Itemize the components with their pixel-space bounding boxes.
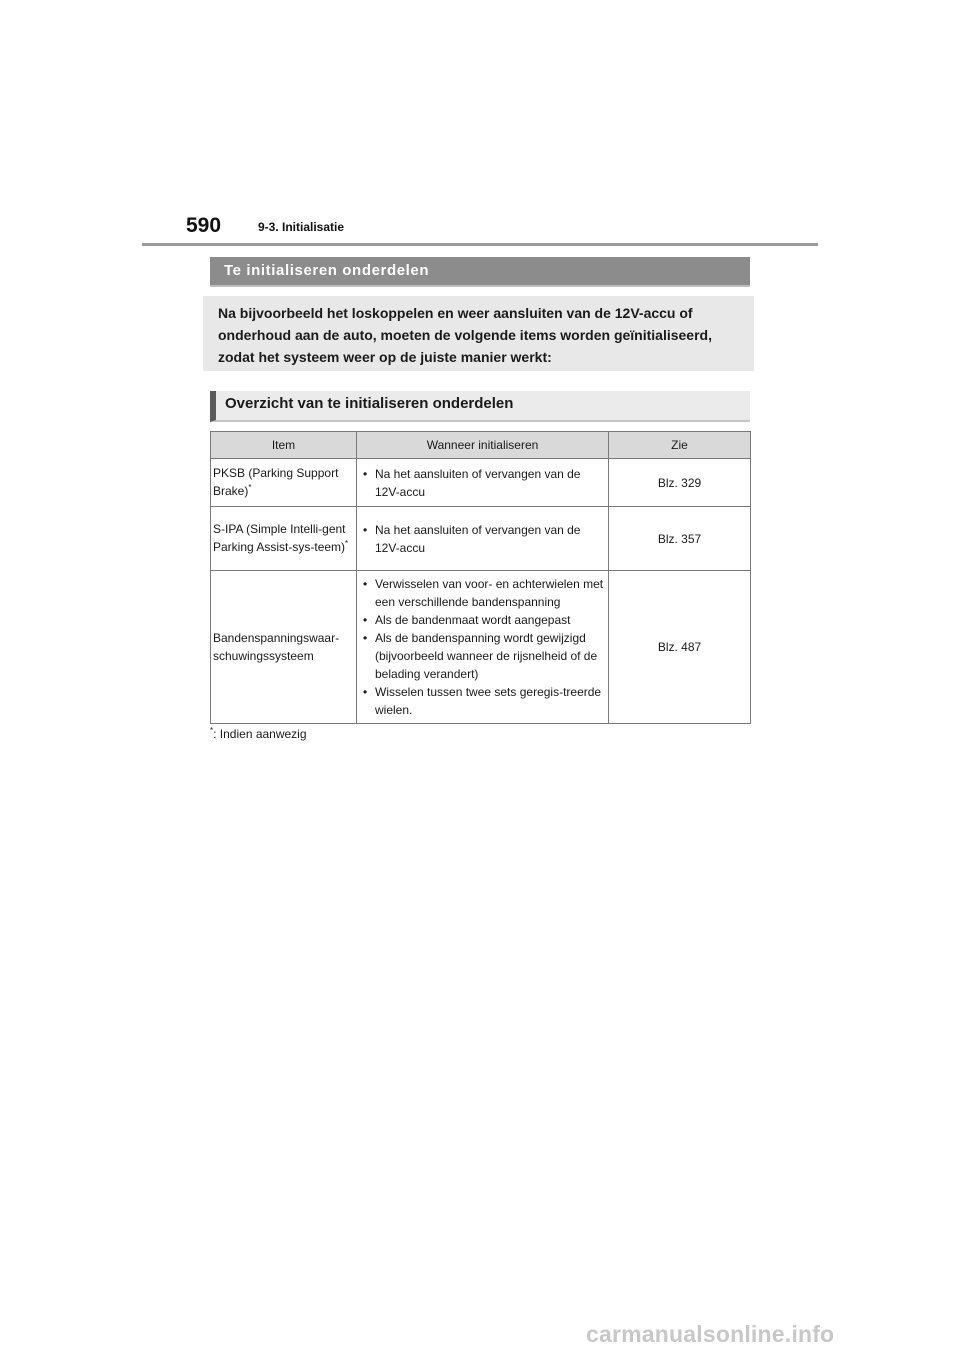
item-name: PKSB (Parking Support Brake) [213, 466, 339, 498]
table-row [211, 571, 751, 724]
item-cell [211, 571, 357, 724]
when-cell [357, 507, 609, 571]
list-item: • Verwisselen van voor- en achterwielen met een verschillende bandenspanning [361, 575, 604, 611]
intro-box: Na bijvoorbeeld het loskoppelen en weer aansluiten van de 12V-accu of onderhoud aan de auto, moeten de volgende items worden geïnitialiseerd, zodat het systeem weer op de juiste manier werkt: [203, 296, 754, 371]
ref-cell: Blz. 329 [609, 459, 751, 507]
subheading-bar [210, 391, 750, 422]
when-list [361, 575, 604, 719]
header-item: Item [211, 432, 357, 459]
header-ref: Zie [609, 432, 751, 459]
footnote-mark: * [210, 726, 214, 735]
items-table [210, 431, 751, 724]
item-cell [211, 459, 357, 507]
list-item: • Wisselen tussen twee sets geregis-treerde wielen. [361, 683, 604, 719]
table-header-row [211, 432, 751, 459]
item-note: * [345, 539, 349, 548]
list-item: • Als de bandenspanning wordt gewijzigd (bijvoorbeeld wanneer de rijsnelheid of de belading verandert) [361, 629, 604, 683]
table-row [211, 459, 751, 507]
ref-cell: Blz. 487 [609, 571, 751, 724]
list-item: • Na het aansluiten of vervangen van de 12V-accu [361, 465, 604, 501]
ref-cell: Blz. 357 [609, 507, 751, 571]
section-label: 9-3. Initialisatie [258, 220, 345, 234]
subheading-text: Overzicht van te initialiseren onderdelen [225, 395, 514, 412]
footnote [210, 727, 307, 741]
item-name: Bandenspanningswaar-schuwingssysteem [213, 630, 340, 663]
table-row [211, 507, 751, 571]
list-item: • Na het aansluiten of vervangen van de 12V-accu [361, 521, 604, 557]
item-name: S-IPA (Simple Intelli-gent Parking Assist-sys-teem) [213, 522, 346, 554]
page-title: Te initialiseren onderdelen [224, 262, 430, 279]
when-list [361, 521, 604, 557]
item-cell [211, 507, 357, 571]
list-item: • Als de bandenmaat wordt aangepast [361, 611, 604, 629]
when-cell [357, 571, 609, 724]
item-note: * [248, 483, 252, 492]
page-number: 590 [186, 214, 222, 237]
header-rule [142, 243, 818, 246]
footnote-text: : Indien aanwezig [213, 727, 307, 741]
when-list [361, 465, 604, 501]
title-bar [210, 257, 750, 287]
header-when: Wanneer initialiseren [357, 432, 609, 459]
watermark: carmanualsonline.info [586, 1321, 835, 1347]
when-cell [357, 459, 609, 507]
